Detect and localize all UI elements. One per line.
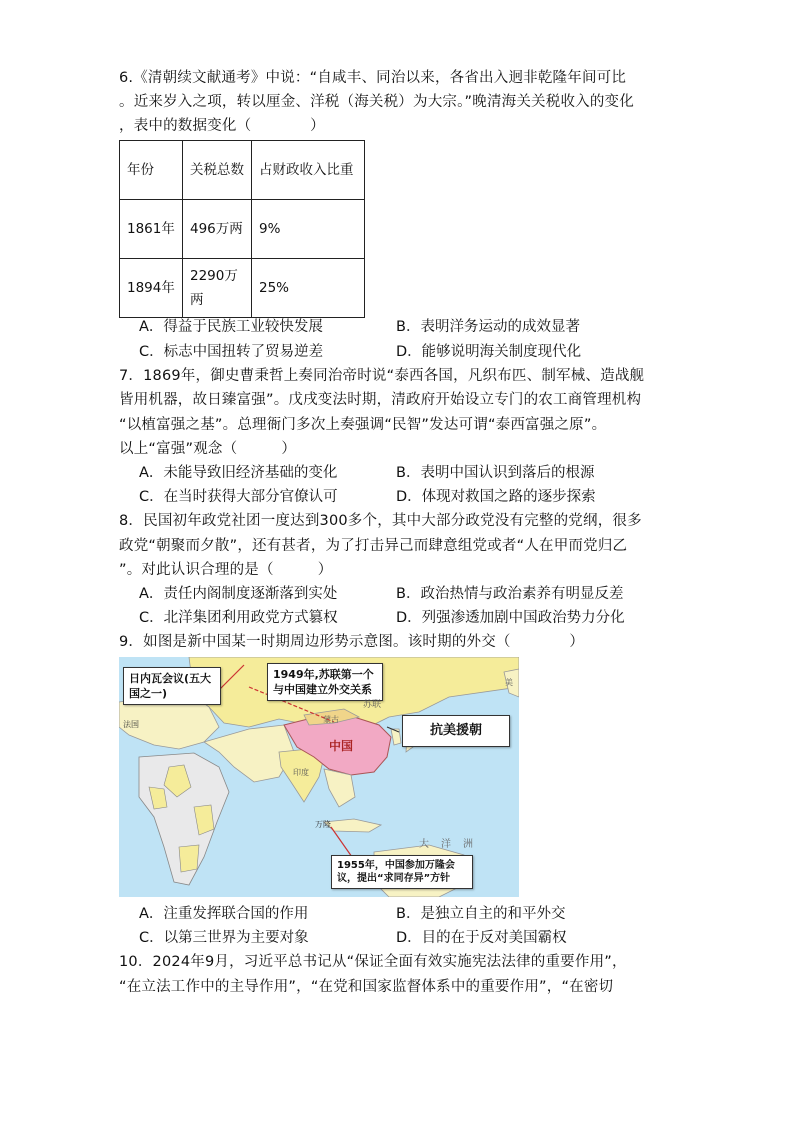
world-situation-map [119, 657, 519, 897]
question-7-line-1: 7．1869年，御史曹秉哲上奏同治帝时说“泰西各国，凡织布匹、制军械、造战舰 [119, 368, 645, 384]
question-7-option-c: C．在当时获得大部分官僚认可 [139, 489, 338, 505]
soviet-label: 苏联 [363, 700, 382, 710]
table-cell: 25% [252, 259, 365, 318]
question-6-option-b: B．表明洋务运动的成效显著 [396, 319, 580, 335]
mongolia-label: 蒙古 [323, 715, 339, 724]
china-label: 中国 [329, 739, 354, 753]
question-6-line-3: ，表中的数据变化（ ） [119, 118, 325, 134]
question-9-option-a: A．注重发挥联合国的作用 [139, 906, 309, 922]
question-10-line-2: “在立法工作中的主导作用”，“在党和国家监督体系中的重要作用”，“在密切 [119, 979, 614, 995]
question-10-line-1: 10．2024年9月，习近平总书记从“保证全面有效实施宪法法律的重要作用”， [119, 954, 627, 970]
question-8-option-c: C．北洋集团利用政党方式篡权 [139, 610, 338, 626]
table-header-row [120, 141, 365, 200]
soviet-diplomatic-callout: 1949年,苏联第一个与中国建立外交关系 [267, 663, 383, 701]
question-7-option-a: A．未能导致旧经济基础的变化 [139, 465, 338, 481]
table-header-cell: 占财政收入比重 [252, 141, 365, 200]
question-8-option-b: B．政治热情与政治素养有明显反差 [396, 586, 624, 602]
question-6-line-1: 6.《清朝续文献通考》中说：“自咸丰、同治以来，各省出入迥非乾隆年间可比 [119, 70, 627, 86]
bandung-conference-callout: 1955年，中国参加万隆会议，提出“求同存异”方针 [331, 855, 473, 889]
table-cell: 9% [252, 200, 365, 259]
table-row [120, 200, 365, 259]
table-row [120, 259, 365, 318]
question-9-option-d: D．目的在于反对美国霸权 [396, 930, 567, 946]
question-9-line-1: 9．如图是新中国某一时期周边形势示意图。该时期的外交（ ） [119, 634, 585, 650]
table-header-cell: 关税总数 [183, 141, 252, 200]
america-label: 美 [505, 678, 513, 687]
question-9-option-c: C．以第三世界为主要对象 [139, 930, 309, 946]
table-cell: 1894年 [120, 259, 183, 318]
question-7-line-2: 皆用机器，故日臻富强”。戊戌变法时期，清政府开始设立专门的农工商管理机构 [119, 392, 642, 408]
korea-region [391, 729, 401, 745]
question-8-line-1: 8．民国初年政党社团一度达到300多个，其中大部分政党没有完整的党纲，很多 [119, 513, 642, 529]
question-8-option-a: A．责任内阁制度逐渐落到实处 [139, 586, 338, 602]
question-8-line-2: 政党“朝聚而夕散”，还有甚者，为了打击异己而肆意组党或者“人在甲而党归乙 [119, 538, 628, 554]
question-7-line-4: 以上“富强”观念（ ） [119, 441, 297, 457]
india-label: 印度 [293, 768, 309, 777]
southeast-asia-region [324, 769, 355, 807]
question-7-option-b: B．表明中国认识到落后的根源 [396, 465, 595, 481]
korea-war-callout: 抗美援朝 [402, 715, 510, 747]
table-cell: 496万两 [183, 200, 252, 259]
table-cell: 1861年 [120, 200, 183, 259]
table-cell: 2290万两 [183, 259, 252, 318]
question-9-option-b: B．是独立自主的和平外交 [396, 906, 566, 922]
table-header-cell: 年份 [120, 141, 183, 200]
question-8-line-3: ”。对此认识合理的是（ ） [119, 562, 333, 578]
question-7-option-d: D．体现对救国之路的逐步探索 [396, 489, 596, 505]
bandung-label: 万隆 [315, 820, 331, 829]
question-7-line-3: “以植富强之基”。总理衙门多次上奏强调“民智”发达可谓“泰西富强之原”。 [119, 417, 607, 433]
france-label: 法国 [123, 720, 139, 729]
geneva-conference-callout: 日内瓦会议(五大国之一) [123, 667, 221, 705]
question-6-line-2: 。近来岁入之项，转以厘金、洋税（海关税）为大宗。”晚清海关关税收入的变化 [119, 94, 634, 110]
customs-revenue-table [119, 140, 365, 318]
question-6-option-d: D．能够说明海关制度现代化 [396, 344, 582, 360]
question-8-option-d: D．列强渗透加剧中国政治势力分化 [396, 610, 625, 626]
question-6-option-a: A．得益于民族工业较快发展 [139, 319, 323, 335]
oceania-label: 大洋洲 [419, 839, 485, 850]
question-6-option-c: C．标志中国扭转了贸易逆差 [139, 344, 324, 360]
